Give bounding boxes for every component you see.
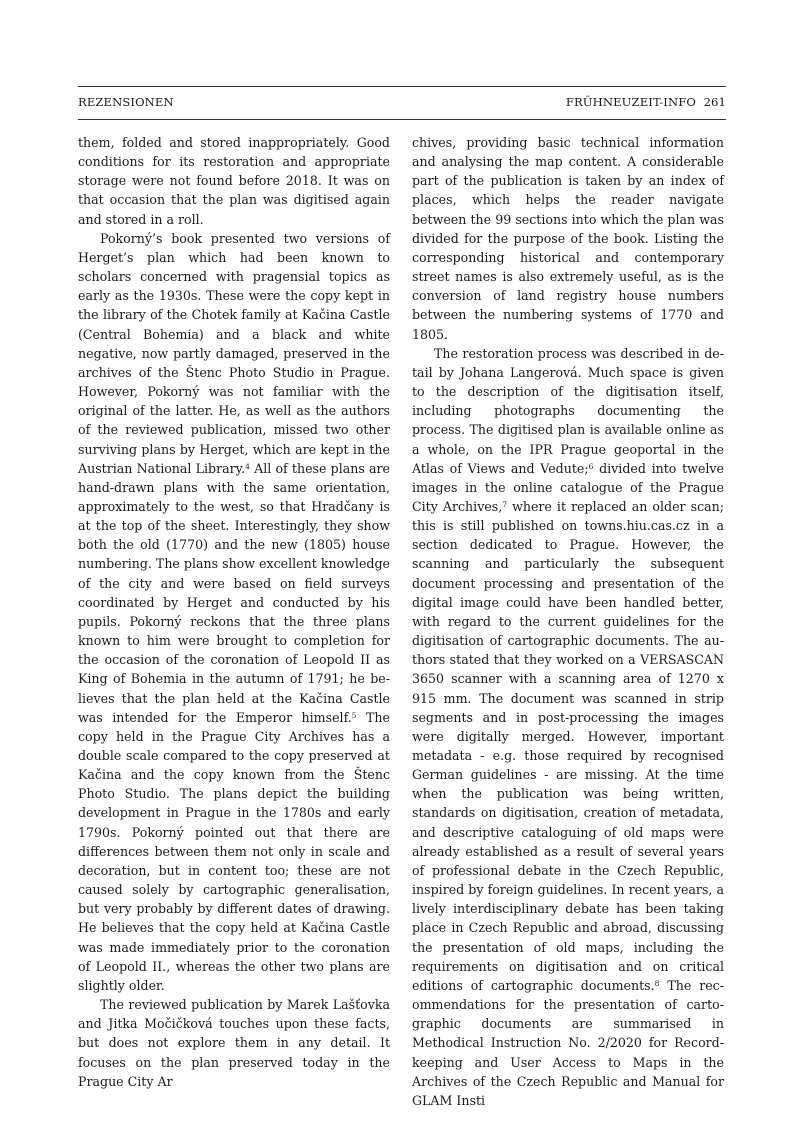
footnote-ref: 7 xyxy=(502,499,508,509)
paragraph-text: The copy held in the Prague City Archives has a double scale compared to the copy preserved at Kačina and the copy known from the Štenc Photo Studio. The plans depict the building development in Prague in the 1780s and early 1790s. Pokorný pointed out that there are differences between them not only in scale and decoration, but in content too; these are not caused solely by cartographic generalisation, but very probably by different dates of drawing. He believes that the copy held at Kačina Castle was made immediately prior to the coronation of Leopold II., whereas the other two plans are slightly older. xyxy=(78,709,391,993)
paragraph-text: Pokorný’s book presented two versions of Herget’s plan which had been known to scholars concerned with pragensial topics as early as the 1930s. These were the copy kept in the library of the Chotek family at Kačina Castle (Central Bohemia) and a black and white negative, now partly damaged, preserved in the archives of the Štenc Photo Studio in Prague. However, Pokorný was not familiar with the original of the latter. He, as well as the authors of the reviewed publication, missed two other surviving plans by Herget, which are kept in the Austrian National Library. xyxy=(78,230,390,476)
paragraph xyxy=(78,229,390,995)
header-rule-top xyxy=(78,86,726,87)
section-title: REZENSIONEN xyxy=(78,95,174,109)
page-number: 261 xyxy=(703,95,726,109)
journal-title: FRÜHNEUZEIT-INFO xyxy=(565,95,696,109)
paragraph: them, folded and stored inappropriately. Good conditions for its restoration and appropriate storage were not found before 2018. It was on that occasion that the plan was digitised again and stored in a roll. xyxy=(78,135,390,227)
paragraph-text: All of these plans are hand-drawn plans with the same orientation, approximately to the west, so that Hradčany is at the top of the sheet. Interestingly, they show both the old (1770) and the new (1805) house numbering. The plans show excellent knowledge of the city and were based on field surveys coordinated by Herget and conducted by his pupils. Pokorný reckons that the three plans known to him were brought to completion for the occasion of the coronation of Leopold II as King of Bohemia in the autumn of 1791; he believes that the plan held at the Kačina Castle was intended for the Emperor himself. xyxy=(78,460,390,725)
paragraph: chives, providing basic technical information and analysing the map content. A considerable part of the publication is taken by an index of places, which helps the reader navigate between the 99 sections into which the plan was divided for the purpose of the book. Listing the corresponding historical and contemporary street names is also extremely useful, as is the conversion of land registry house numbers between the numbering systems of 1770 and 1805. xyxy=(412,135,724,342)
footnote-ref: 8 xyxy=(654,978,660,988)
paragraph: The reviewed publication by Marek Lašťovka and Jitka Močičková touches upon these facts, but does not explore them in any detail. It focuses on the plan preserved today in the Prague City Ar xyxy=(78,997,390,1089)
footnote-ref: 6 xyxy=(588,461,594,471)
footnote-ref: 5 xyxy=(351,710,357,720)
paragraph-text: The restoration process was described in detail by Johana Langerová. Much space is given to the description of the digitisation itself, including photographs documenting the process. The digitised plan is available online as a whole, on the IPR Prague geoportal in the Atlas of Views and Vedute; xyxy=(412,345,724,476)
header-rule-bottom xyxy=(78,119,726,120)
paragraph-text: where it replaced an older scan; this is still published on towns.hiu.cas.cz in a section dedicated to Prague. However, the scanning and particularly the subsequent document processing and presentation of the digital image could have been handled better, with regard to the current guidelines for the digitisation of cartographic documents. The authors stated that they worked on a VERSASCAN 3650 scanner with a scanning area of 1270 x 915 mm. The document was scanned in strip segments and in post-processing the images were digitally merged. However, important metadata - e.g. those required by recognised German guidelines - are missing. At the time when the publication was being written, standards on digitisation, creation of metadata, and descriptive cataloguing of old maps were already established as a result of several years of professional debate in the Czech Republic, inspired by foreign guidelines. In recent years, a lively interdisciplinary debate has been taking place in Czech Republic and abroad, discussing the presentation of old maps, including the requirements on digitisation and on critical editions of cartographic documents. xyxy=(412,498,724,993)
footnote-ref: 4 xyxy=(245,461,250,471)
running-header xyxy=(78,95,726,113)
journal-page xyxy=(566,95,726,109)
paragraph xyxy=(412,344,724,1110)
paragraph-text: divided into twelve images in the online catalogue of the Prague City Archives, xyxy=(412,460,724,514)
left-column xyxy=(78,133,390,1091)
paragraph-text: The recommendations for the presentation of cartographic documents are summarised in Methodical Instruction No. 2/2020 for Recordkeeping and User Access to Maps in the Archives of the Czech Republic and Manual for GLAM Insti xyxy=(412,977,724,1108)
right-column xyxy=(412,133,724,1110)
